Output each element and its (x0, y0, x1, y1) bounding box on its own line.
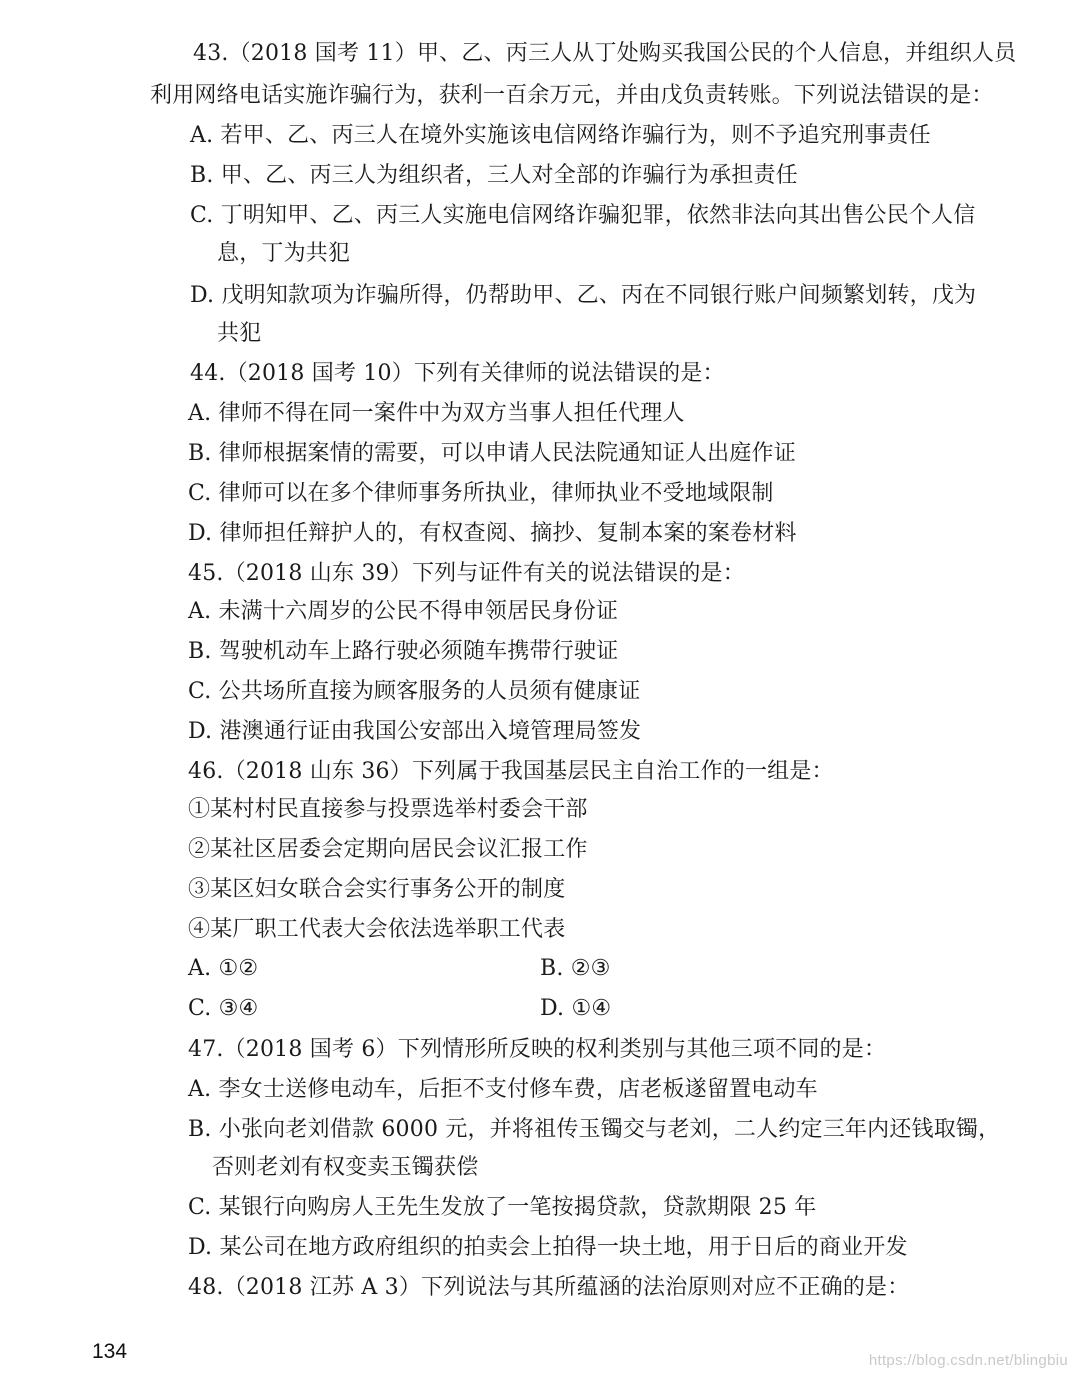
page-number: 134 (92, 1340, 128, 1363)
q45-option-d: D. 港澳通行证由我国公安部出入境管理局签发 (188, 719, 642, 744)
q45-stem: 45.（2018 山东 39）下列与证件有关的说法错误的是： (188, 561, 745, 586)
q46-item-1: ①某村村民直接参与投票选举村委会干部 (188, 797, 588, 822)
q46-item-4: ④某厂职工代表大会依法选举职工代表 (188, 917, 566, 942)
q43-stem-line2: 利用网络电话实施诈骗行为，获利一百余万元，并由戊负责转账。下列说法错误的是： (150, 83, 994, 108)
q46-item-2: ②某社区居委会定期向居民会议汇报工作 (188, 837, 588, 862)
q43-stem-line1: 43.（2018 国考 11）甲、乙、丙三人从丁处购买我国公民的个人信息，并组织人员 (193, 41, 1017, 66)
q43-option-a: A. 若甲、乙、丙三人在境外实施该电信网络诈骗行为，则不予追究刑事责任 (190, 123, 931, 148)
q47-option-c: C. 某银行向购房人王先生发放了一笔按揭贷款，贷款期限 25 年 (188, 1195, 817, 1220)
q43-option-d-line1: D. 戊明知款项为诈骗所得，仍帮助甲、乙、丙在不同银行账户间频繁划转，戊为 (190, 283, 977, 308)
q44-option-b: B. 律师根据案情的需要，可以申请人民法院通知证人出庭作证 (188, 441, 796, 466)
q46-stem: 46.（2018 山东 36）下列属于我国基层民主自治工作的一组是： (188, 759, 834, 784)
q44-option-a: A. 律师不得在同一案件中为双方当事人担任代理人 (188, 401, 685, 426)
q44-option-c: C. 律师可以在多个律师事务所执业，律师执业不受地域限制 (188, 481, 774, 506)
q46-option-a: A. ①② (188, 956, 259, 981)
q46-item-3: ③某区妇女联合会实行事务公开的制度 (188, 877, 566, 902)
watermark-url: https://blog.csdn.net/blingbiu (868, 1352, 1068, 1369)
q44-option-d: D. 律师担任辩护人的，有权查阅、摘抄、复制本案的案卷材料 (188, 521, 797, 546)
q43-option-c-line1: C. 丁明知甲、乙、丙三人实施电信网络诈骗犯罪，依然非法向其出售公民个人信 (190, 203, 976, 228)
q46-option-c: C. ③④ (188, 996, 259, 1021)
q45-option-a: A. 未满十六周岁的公民不得申领居民身份证 (188, 599, 619, 624)
q43-option-d-line2: 共犯 (217, 321, 262, 346)
q47-option-a: A. 李女士送修电动车，后拒不支付修车费，店老板遂留置电动车 (188, 1077, 818, 1102)
q45-option-b: B. 驾驶机动车上路行驶必须随车携带行驶证 (188, 639, 619, 664)
q43-option-b: B. 甲、乙、丙三人为组织者，三人对全部的诈骗行为承担责任 (190, 163, 798, 188)
q48-stem: 48.（2018 江苏 A 3）下列说法与其所蕴涵的法治原则对应不正确的是： (188, 1275, 910, 1300)
q43-option-c-line2: 息，丁为共犯 (217, 241, 351, 266)
q47-option-d: D. 某公司在地方政府组织的拍卖会上拍得一块土地，用于日后的商业开发 (188, 1235, 908, 1260)
q47-option-b-line1: B. 小张向老刘借款 6000 元，并将祖传玉镯交与老刘，二人约定三年内还钱取镯， (188, 1117, 1001, 1142)
q47-stem: 47.（2018 国考 6）下列情形所反映的权利类别与其他三项不同的是： (188, 1037, 887, 1062)
q47-option-b-line2: 否则老刘有权变卖玉镯获偿 (212, 1155, 479, 1180)
q46-option-b: B. ②③ (540, 956, 611, 981)
q44-stem: 44.（2018 国考 10）下列有关律师的说法错误的是： (190, 361, 725, 386)
q45-option-c: C. 公共场所直接为顾客服务的人员须有健康证 (188, 679, 641, 704)
q46-option-d: D. ①④ (540, 996, 612, 1021)
